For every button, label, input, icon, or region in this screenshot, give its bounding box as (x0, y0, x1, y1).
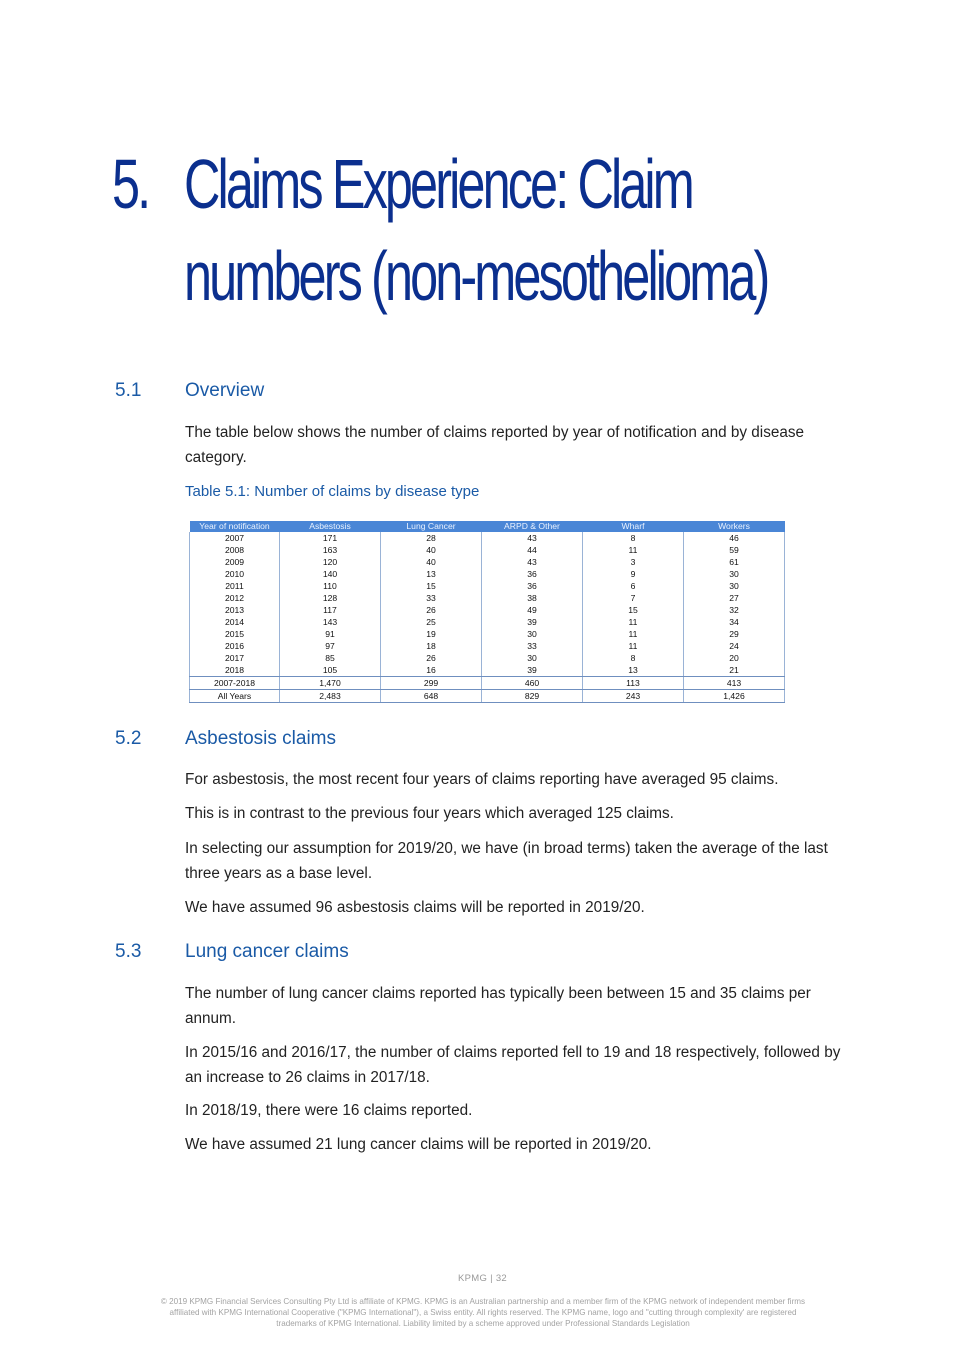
value-cell: 413 (684, 677, 785, 690)
table-header-row (190, 521, 785, 532)
row-label-cell: 2009 (190, 556, 280, 568)
value-cell: 128 (280, 592, 381, 604)
value-cell: 11 (583, 544, 684, 556)
value-cell: 39 (482, 616, 583, 628)
value-cell: 91 (280, 628, 381, 640)
value-cell: 140 (280, 568, 381, 580)
value-cell: 1,426 (684, 690, 785, 703)
value-cell: 16 (381, 664, 482, 677)
value-cell: 143 (280, 616, 381, 628)
value-cell: 36 (482, 580, 583, 592)
legal-disclaimer (118, 1297, 848, 1329)
value-cell: 30 (684, 568, 785, 580)
section-heading-lung-cancer (115, 941, 349, 963)
row-label-cell: 2008 (190, 544, 280, 556)
section-heading-overview (115, 380, 264, 402)
value-cell: 13 (583, 664, 684, 677)
row-label-cell: 2017 (190, 652, 280, 664)
page-number: KPMG | 32 (458, 1273, 507, 1284)
section-title: Lung cancer claims (185, 941, 349, 962)
row-label-cell: 2013 (190, 604, 280, 616)
column-header: Asbestosis (280, 521, 381, 532)
table-row (190, 640, 785, 652)
value-cell: 113 (583, 677, 684, 690)
value-cell: 38 (482, 592, 583, 604)
paragraph: In 2015/16 and 2016/17, the number of claims reported fell to 19 and 18 respectively, followed by an increase to 26 claims in 2017/18. (185, 1044, 841, 1086)
column-header: Workers (684, 521, 785, 532)
value-cell: 11 (583, 640, 684, 652)
value-cell: 21 (684, 664, 785, 677)
value-cell: 460 (482, 677, 583, 690)
value-cell: 40 (381, 544, 482, 556)
value-cell: 648 (381, 690, 482, 703)
value-cell: 1,470 (280, 677, 381, 690)
value-cell: 44 (482, 544, 583, 556)
value-cell: 15 (583, 604, 684, 616)
table-row (190, 652, 785, 664)
table-row (190, 592, 785, 604)
claims-table (189, 521, 785, 703)
page-title (112, 138, 767, 322)
value-cell: 27 (684, 592, 785, 604)
row-label-cell: 2007-2018 (190, 677, 280, 690)
section-number: 5.1 (115, 380, 142, 401)
value-cell: 36 (482, 568, 583, 580)
value-cell: 97 (280, 640, 381, 652)
legal-line: trademarks of KPMG International. Liability limited by a scheme approved under Professional Standards Legislation (276, 1318, 690, 1328)
value-cell: 49 (482, 604, 583, 616)
column-header: ARPD & Other (482, 521, 583, 532)
section-title: Overview (185, 380, 265, 401)
table-total-row (190, 677, 785, 690)
paragraph: We have assumed 96 asbestosis claims will be reported in 2019/20. (185, 899, 645, 916)
chapter-number: 5. (112, 145, 149, 223)
value-cell: 33 (482, 640, 583, 652)
value-cell: 59 (684, 544, 785, 556)
value-cell: 11 (583, 628, 684, 640)
table-row (190, 580, 785, 592)
value-cell: 117 (280, 604, 381, 616)
paragraph: In 2018/19, there were 16 claims reported. (185, 1102, 473, 1119)
value-cell: 299 (381, 677, 482, 690)
value-cell: 30 (482, 628, 583, 640)
value-cell: 26 (381, 652, 482, 664)
paragraph: This is in contrast to the previous four years which averaged 125 claims. (185, 805, 674, 822)
value-cell: 8 (583, 532, 684, 544)
column-header: Year of notification (190, 521, 280, 532)
paragraph: The table below shows the number of claims reported by year of notification and by disease category. (185, 424, 805, 466)
row-label-cell: 2010 (190, 568, 280, 580)
row-label-cell: 2018 (190, 664, 280, 677)
row-label-cell: 2012 (190, 592, 280, 604)
section-heading-asbestosis (115, 728, 336, 750)
value-cell: 171 (280, 532, 381, 544)
value-cell: 85 (280, 652, 381, 664)
value-cell: 43 (482, 532, 583, 544)
title-line-2: numbers (non-mesothelioma) (184, 237, 768, 315)
table-caption: Table 5.1: Number of claims by disease type (185, 483, 480, 500)
value-cell: 243 (583, 690, 684, 703)
column-header: Lung Cancer (381, 521, 482, 532)
value-cell: 30 (482, 652, 583, 664)
value-cell: 11 (583, 616, 684, 628)
value-cell: 30 (684, 580, 785, 592)
table-row (190, 628, 785, 640)
row-label-cell: All Years (190, 690, 280, 703)
row-label-cell: 2011 (190, 580, 280, 592)
value-cell: 120 (280, 556, 381, 568)
value-cell: 26 (381, 604, 482, 616)
paragraph: The number of lung cancer claims reported has typically been between 15 and 35 claims per annum. (185, 985, 811, 1027)
value-cell: 9 (583, 568, 684, 580)
paragraph: For asbestosis, the most recent four years of claims reporting have averaged 95 claims. (185, 771, 779, 788)
row-label-cell: 2015 (190, 628, 280, 640)
value-cell: 2,483 (280, 690, 381, 703)
value-cell: 34 (684, 616, 785, 628)
value-cell: 829 (482, 690, 583, 703)
table-row (190, 568, 785, 580)
table-row (190, 616, 785, 628)
table-total-row (190, 690, 785, 703)
legal-line: affiliated with KPMG International Cooperative ("KPMG International"), a Swiss entity. All rights reserved. The KPMG name, logo and "cutting through complexity' are registered (169, 1307, 797, 1317)
row-label-cell: 2014 (190, 616, 280, 628)
title-line-1: Claims Experience: Claim (184, 145, 692, 223)
paragraph: In selecting our assumption for 2019/20, we have (in broad terms) taken the average of the last three years as a base level. (185, 840, 828, 882)
value-cell: 105 (280, 664, 381, 677)
value-cell: 20 (684, 652, 785, 664)
value-cell: 3 (583, 556, 684, 568)
paragraph: We have assumed 21 lung cancer claims will be reported in 2019/20. (185, 1136, 652, 1153)
value-cell: 25 (381, 616, 482, 628)
section-number: 5.3 (115, 941, 142, 962)
value-cell: 29 (684, 628, 785, 640)
row-label-cell: 2007 (190, 532, 280, 544)
value-cell: 163 (280, 544, 381, 556)
table-row (190, 532, 785, 544)
value-cell: 24 (684, 640, 785, 652)
value-cell: 28 (381, 532, 482, 544)
table-row (190, 544, 785, 556)
value-cell: 7 (583, 592, 684, 604)
value-cell: 46 (684, 532, 785, 544)
value-cell: 39 (482, 664, 583, 677)
column-header: Wharf (583, 521, 684, 532)
section-number: 5.2 (115, 728, 142, 749)
value-cell: 15 (381, 580, 482, 592)
value-cell: 6 (583, 580, 684, 592)
value-cell: 33 (381, 592, 482, 604)
value-cell: 40 (381, 556, 482, 568)
table-row (190, 604, 785, 616)
value-cell: 43 (482, 556, 583, 568)
table-row (190, 556, 785, 568)
value-cell: 61 (684, 556, 785, 568)
value-cell: 110 (280, 580, 381, 592)
row-label-cell: 2016 (190, 640, 280, 652)
section-title: Asbestosis claims (185, 728, 336, 749)
value-cell: 32 (684, 604, 785, 616)
value-cell: 19 (381, 628, 482, 640)
value-cell: 8 (583, 652, 684, 664)
value-cell: 18 (381, 640, 482, 652)
legal-line: © 2019 KPMG Financial Services Consulting Pty Ltd is affiliate of KPMG. KPMG is an Australian partnership and a member firm of the KPMG network of independent member firms (160, 1297, 806, 1306)
value-cell: 13 (381, 568, 482, 580)
table-row (190, 664, 785, 677)
